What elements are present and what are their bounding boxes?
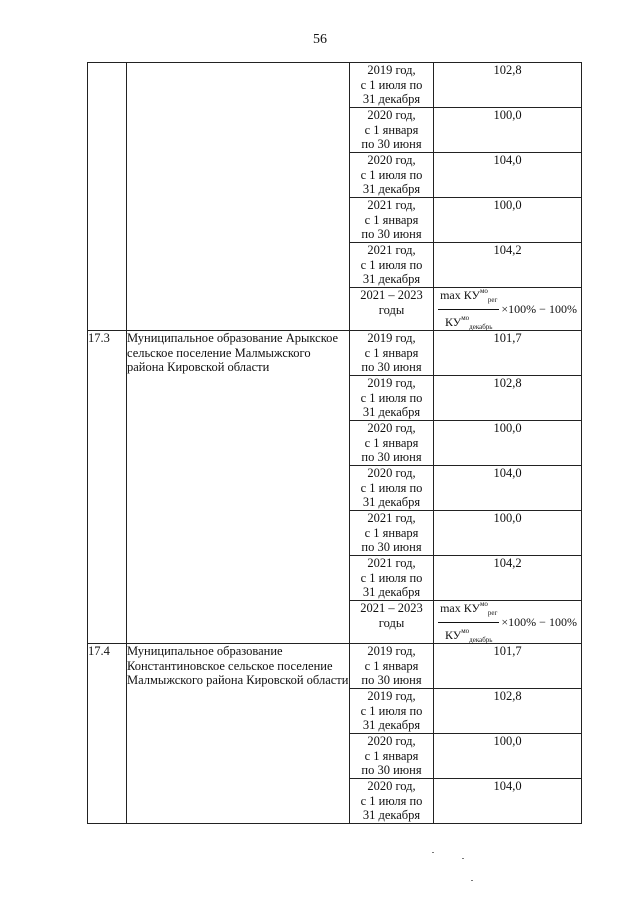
formula-num-sub: рег [487, 296, 498, 304]
formula-fraction [438, 284, 499, 334]
period-line: по 30 июня [361, 137, 422, 151]
formula [434, 601, 581, 643]
period-line: с 1 января [364, 525, 419, 540]
index-value-cell [434, 243, 582, 288]
period-cell [350, 601, 434, 644]
scan-speck [432, 852, 434, 853]
formula-num-sup: мо [479, 287, 488, 295]
index-value: 101,7 [493, 644, 522, 658]
period-line: по 30 июня [361, 227, 422, 241]
period-cell [350, 243, 434, 288]
index-value-cell [434, 466, 582, 511]
formula-tail: ×100% − 100% [501, 301, 577, 316]
index-value: 102,8 [493, 63, 522, 77]
municipality-name-cell [127, 331, 350, 644]
period-cell [350, 556, 434, 601]
period-line: 31 декабря [362, 92, 421, 106]
period-line: 2021 год, [367, 198, 416, 212]
index-value: 104,0 [493, 779, 522, 793]
formula-tail: ×100% − 100% [501, 614, 577, 629]
scan-speck [471, 880, 473, 881]
period-line: с 1 июля по [360, 167, 423, 182]
formula-fraction [438, 597, 499, 647]
period-line: 31 декабря [362, 405, 421, 419]
period-line: с 1 июля по [360, 703, 423, 718]
table-row [88, 644, 582, 689]
period-cell [350, 644, 434, 689]
period-line: по 30 июня [361, 673, 422, 687]
period-cell [350, 779, 434, 824]
formula-num-prefix: max КУ [440, 601, 480, 615]
period-line: годы [378, 615, 405, 630]
period-line: 31 декабря [362, 182, 421, 196]
period-line: 2019 год, [367, 331, 416, 345]
period-cell [350, 63, 434, 108]
formula-den-sub: декабрь [469, 322, 493, 331]
item-number: 17.4 [88, 644, 110, 658]
municipality-name: Муниципальное образование Арыкское сельское поселение Малмыжского района Кировской области [127, 331, 339, 374]
period-line: 31 декабря [362, 272, 421, 286]
period-line: 2021 – 2023 [360, 288, 423, 302]
formula-denominator [445, 310, 493, 335]
index-value: 100,0 [493, 734, 522, 748]
index-value-cell [434, 734, 582, 779]
index-value-cell [434, 108, 582, 153]
table-row [88, 331, 582, 376]
index-value: 104,0 [493, 153, 522, 167]
period-line: 2020 год, [367, 108, 416, 122]
period-line: по 30 июня [361, 763, 422, 777]
period-line: 2020 год, [367, 734, 416, 748]
index-value: 102,8 [493, 689, 522, 703]
period-line: годы [378, 302, 405, 317]
index-value-cell [434, 421, 582, 466]
index-value: 100,0 [493, 421, 522, 435]
index-value: 100,0 [493, 511, 522, 525]
period-line: 31 декабря [362, 808, 421, 822]
period-line: по 30 июня [361, 360, 422, 374]
period-line: 2021 год, [367, 243, 416, 257]
formula-num-sub: рег [487, 609, 498, 617]
period-line: 31 декабря [362, 718, 421, 732]
period-line: с 1 января [364, 122, 419, 137]
index-value: 102,8 [493, 376, 522, 390]
formula-num-sup: мо [479, 600, 488, 608]
index-value: 104,2 [493, 556, 522, 570]
period-line: с 1 июля по [360, 793, 423, 808]
formula [434, 288, 581, 330]
index-value-cell [434, 288, 582, 331]
period-cell [350, 511, 434, 556]
period-line: по 30 июня [361, 540, 422, 554]
period-line: 2021 год, [367, 511, 416, 525]
index-value: 100,0 [493, 108, 522, 122]
period-line: 2020 год, [367, 421, 416, 435]
index-value-cell [434, 153, 582, 198]
index-value-cell [434, 644, 582, 689]
period-line: 2019 год, [367, 63, 416, 77]
page-number: 56 [313, 32, 327, 47]
formula-den-sup: мо [461, 313, 470, 322]
item-number-cell [88, 63, 127, 331]
period-line: с 1 января [364, 345, 419, 360]
period-line: 2019 год, [367, 689, 416, 703]
index-value-cell [434, 376, 582, 421]
table-body [88, 63, 582, 824]
formula-den-main: КУ [444, 627, 462, 642]
period-line: с 1 января [364, 435, 419, 450]
formula-denominator [445, 623, 493, 648]
period-line: с 1 июля по [360, 390, 423, 405]
period-cell [350, 198, 434, 243]
formula-numerator [438, 597, 499, 623]
municipality-name-cell [127, 63, 350, 331]
period-line: 2019 год, [367, 644, 416, 658]
period-line: 2019 год, [367, 376, 416, 390]
period-line: с 1 января [364, 658, 419, 673]
scan-speck [462, 858, 464, 859]
index-value: 101,7 [493, 331, 522, 345]
formula-den-sub: декабрь [469, 635, 493, 644]
municipality-name: Муниципальное образование Константиновское сельское поселение Малмыжского района Кировской области [127, 644, 349, 687]
period-line: 2020 год, [367, 779, 416, 793]
period-cell [350, 288, 434, 331]
index-value: 104,2 [493, 243, 522, 257]
item-number-cell [88, 644, 127, 824]
period-cell [350, 153, 434, 198]
period-cell [350, 421, 434, 466]
item-number-cell [88, 331, 127, 644]
period-line: с 1 июля по [360, 480, 423, 495]
index-value-cell [434, 689, 582, 734]
period-cell [350, 331, 434, 376]
period-cell [350, 108, 434, 153]
formula-den-sup: мо [461, 626, 470, 635]
period-line: 2020 год, [367, 466, 416, 480]
formula-numerator [438, 284, 499, 310]
index-value-cell [434, 779, 582, 824]
tariff-index-table [87, 62, 582, 824]
formula-den-main: КУ [444, 314, 462, 329]
formula-num-prefix: max КУ [440, 288, 480, 302]
index-value: 104,0 [493, 466, 522, 480]
period-cell [350, 734, 434, 779]
period-line: 2021 – 2023 [360, 601, 423, 615]
index-value: 100,0 [493, 198, 522, 212]
period-cell [350, 376, 434, 421]
period-line: с 1 января [364, 748, 419, 763]
period-line: 2021 год, [367, 556, 416, 570]
period-line: 31 декабря [362, 585, 421, 599]
period-cell [350, 466, 434, 511]
period-line: с 1 января [364, 212, 419, 227]
index-value-cell [434, 511, 582, 556]
period-cell [350, 689, 434, 734]
index-value-cell [434, 601, 582, 644]
item-number: 17.3 [88, 331, 110, 345]
index-value-cell [434, 556, 582, 601]
index-value-cell [434, 198, 582, 243]
period-line: по 30 июня [361, 450, 422, 464]
period-line: 31 декабря [362, 495, 421, 509]
index-value-cell [434, 63, 582, 108]
table-row [88, 63, 582, 108]
period-line: с 1 июля по [360, 257, 423, 272]
period-line: 2020 год, [367, 153, 416, 167]
period-line: с 1 июля по [360, 570, 423, 585]
index-value-cell [434, 331, 582, 376]
period-line: с 1 июля по [360, 77, 423, 92]
municipality-name-cell [127, 644, 350, 824]
